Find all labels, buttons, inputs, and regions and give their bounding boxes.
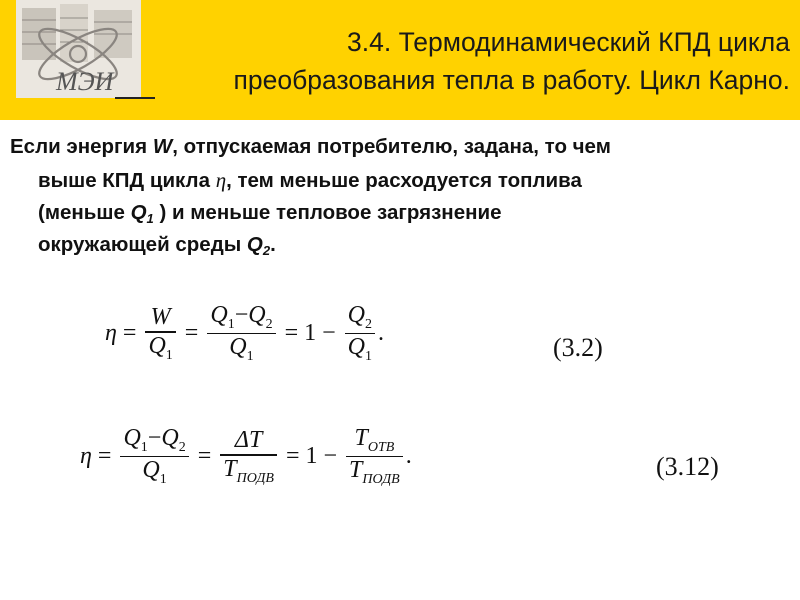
university-logo xyxy=(16,0,141,98)
paragraph-line-2: выше КПД цикла η, тем меньше расходуется топлива xyxy=(38,168,582,192)
fraction-delta-t-over-t-podv: $\frac{\Delta T}{T_{ПОДВ}}$ xyxy=(220,427,277,487)
fraction-q1-minus-q2-over-q1: $\frac{Q_1-Q_2}{Q_1}$ xyxy=(207,302,275,365)
slide-title-line2: преобразования тепла в работу. Цикл Карно. xyxy=(233,65,790,95)
equation-number-3-2: (3.2) xyxy=(553,333,603,362)
logo-graphic xyxy=(16,0,141,98)
logo-underline xyxy=(115,97,155,99)
header-bar xyxy=(0,0,800,120)
paragraph-line-4: окружающей среды $Q_2$. xyxy=(38,233,276,258)
paragraph-line-1: Если энергия W, отпускаемая потребителю, задана, то чем xyxy=(10,135,611,158)
paragraph-line-3: (меньше $Q_1$ ) и меньше тепловое загрязнение xyxy=(38,201,502,226)
fraction-q1-minus-q2-over-q1: $\frac{Q_1-Q_2}{Q_1}$ xyxy=(120,425,188,488)
svg-text:МЭИ: МЭИ xyxy=(56,67,114,96)
fraction-q2-over-q1: $\frac{Q_2}{Q_1}$ xyxy=(345,302,375,365)
fraction-w-over-q1: $\frac{W}{Q_1}$ xyxy=(145,304,175,364)
slide-title-line1: 3.4. Термодинамический КПД цикла xyxy=(347,27,790,57)
equation-3-12: η = $\frac{Q_1-Q_2}{Q_1}$ = $\frac{\Delta T}{T_{ПОДВ}}$ = 1 − $\frac{T_{ОТВ}}{T_{ПОДВ}}$ . xyxy=(80,425,412,488)
fraction-t-otv-over-t-podv: $\frac{T_{ОТВ}}{T_{ПОДВ}}$ xyxy=(346,425,403,488)
equation-number-3-12: (3.12) xyxy=(656,452,719,481)
equation-3-2: η = $\frac{W}{Q_1}$ = $\frac{Q_1-Q_2}{Q_1}$ = 1 − $\frac{Q_2}{Q_1}$ . xyxy=(105,302,385,365)
